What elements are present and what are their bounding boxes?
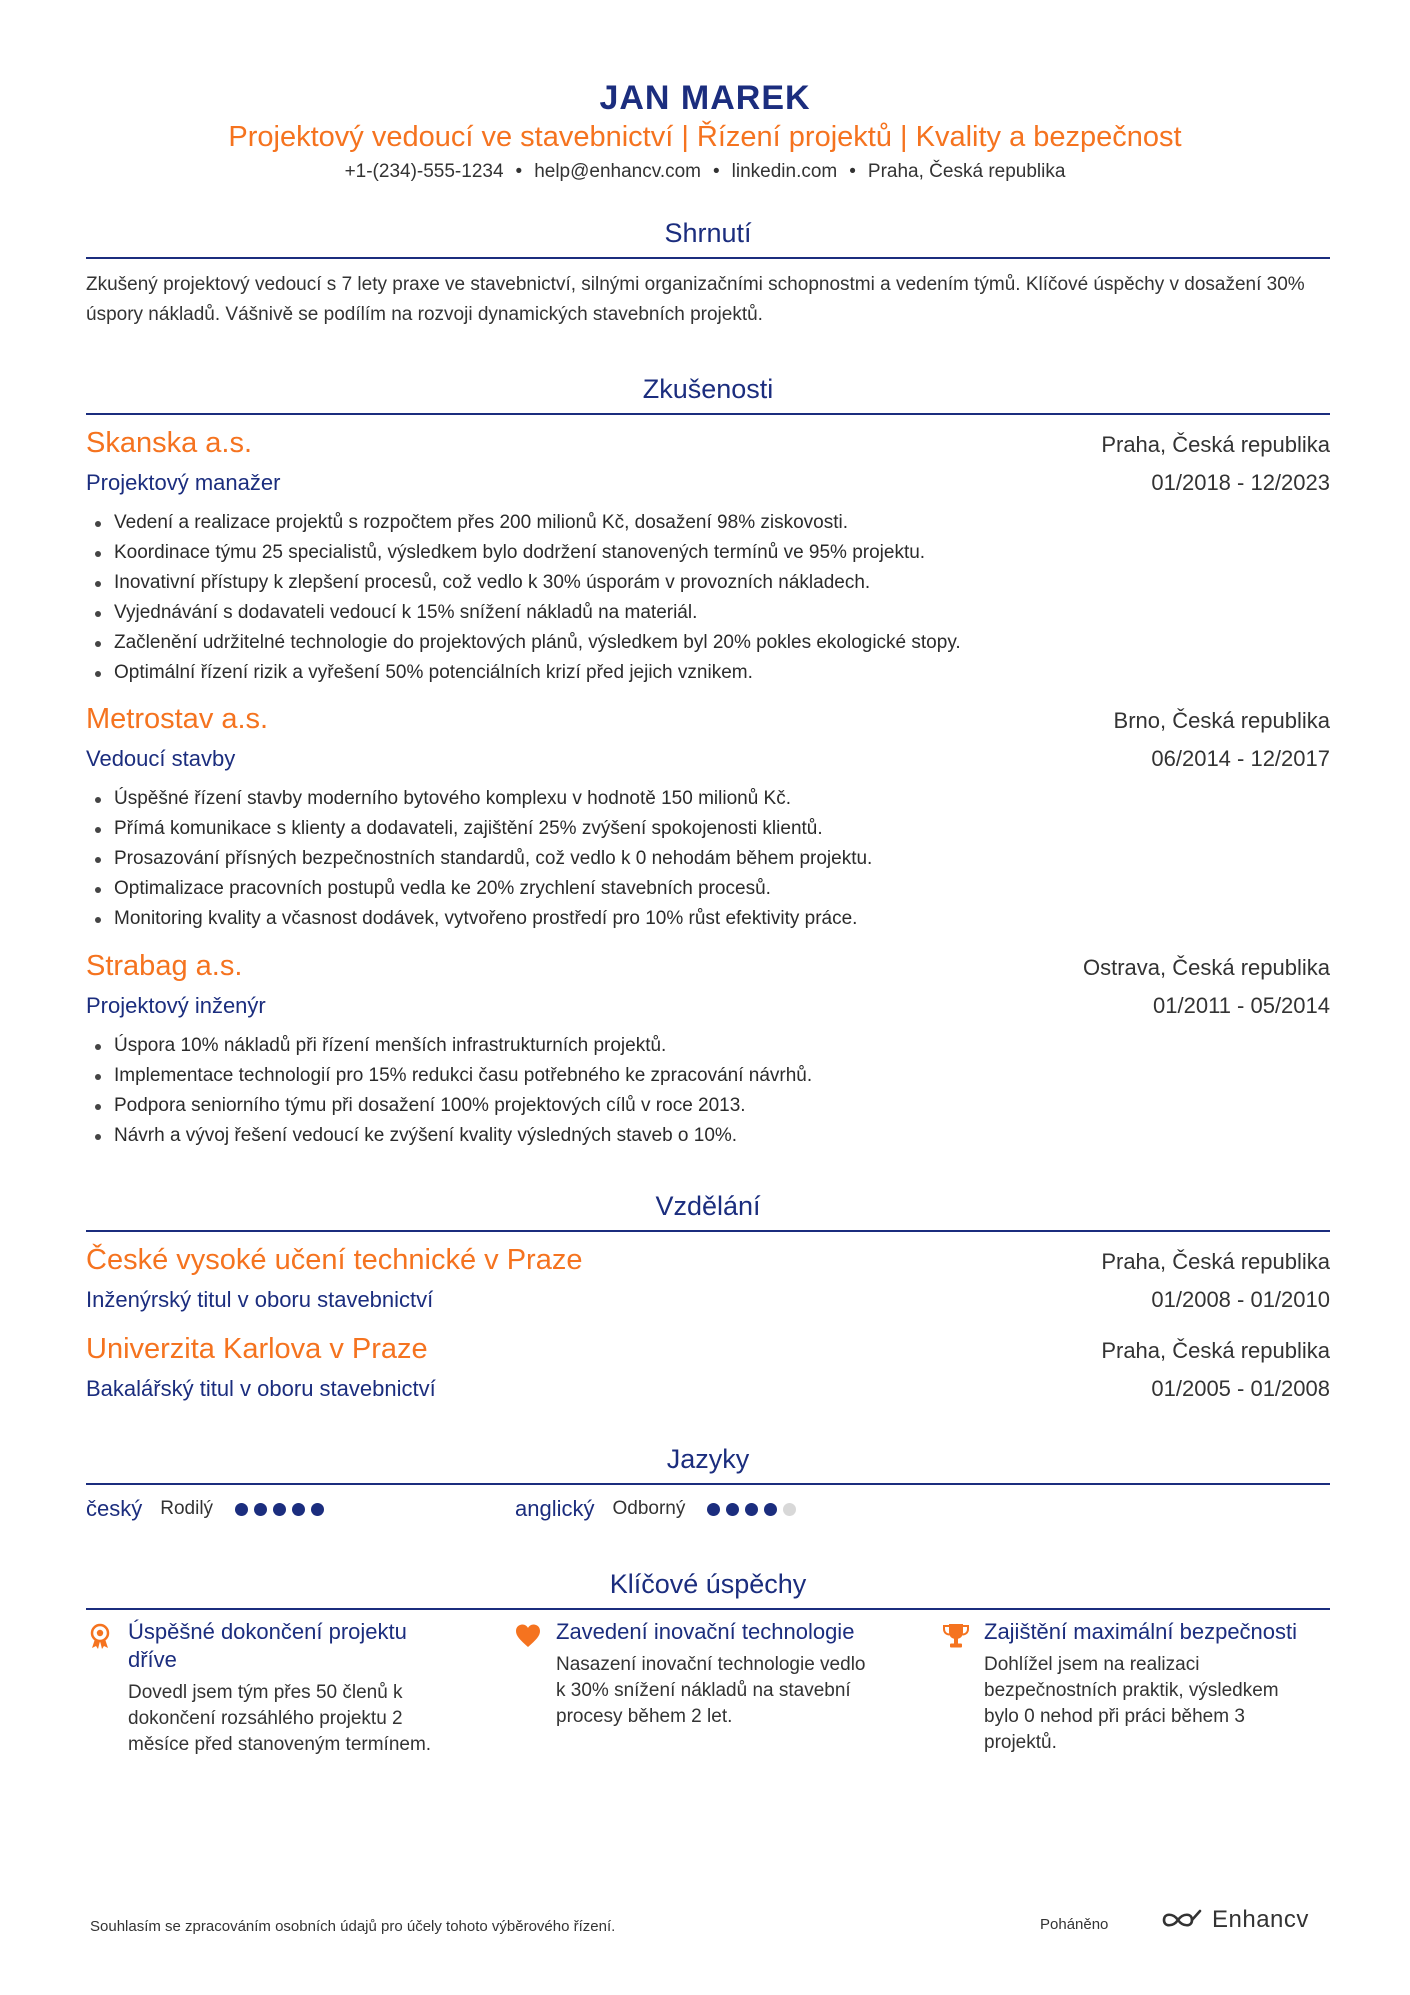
trophy-icon	[942, 1622, 970, 1650]
candidate-headline: Projektový vedoucí ve stavebnictví | Řízení projektů | Kvality a bezpečnost	[228, 121, 1182, 153]
degree-name: Bakalářský titul v oboru stavebnictví	[86, 1376, 436, 1401]
company-name: Strabag a.s.	[86, 950, 243, 982]
bullet-item: Monitoring kvality a včasnost dodávek, vytvořeno prostředí pro 10% růst efektivity práce.	[86, 904, 1330, 934]
contact-phone: +1-(234)-555-1234	[344, 161, 504, 182]
job-dates: 06/2014 - 12/2017	[1151, 746, 1330, 771]
education-dates: 01/2008 - 01/2010	[1151, 1287, 1330, 1312]
job-role: Projektový manažer	[86, 470, 281, 495]
contact-linkedin[interactable]: linkedin.com	[731, 161, 838, 182]
consent-note: Souhlasím se zpracováním osobních údajů pro účely tohoto výběrového řízení.	[90, 1918, 616, 1935]
job-bullets	[86, 784, 1330, 934]
language-entry	[86, 1496, 324, 1522]
achievement-card	[86, 1618, 446, 1758]
achievement-card	[514, 1618, 874, 1730]
rating-dot-filled	[235, 1503, 248, 1516]
section-divider	[86, 1483, 1330, 1485]
rating-dot-filled	[273, 1503, 286, 1516]
bullet-item: Podpora seniorního týmu při dosažení 100% projektových cílů v roce 2013.	[86, 1091, 1330, 1121]
company-name: Metrostav a.s.	[86, 703, 269, 735]
achievement-desc: Dovedl jsem tým přes 50 členů k dokončení rozsáhlého projektu 2 měsíce před stanoveným termínem.	[128, 1682, 432, 1755]
bullet-item: Koordinace týmu 25 specialistů, výsledkem bylo dodržení stanovených termínů ve 95% projektu.	[86, 538, 1330, 568]
section-divider	[86, 413, 1330, 415]
job-location: Praha, Česká republika	[1101, 432, 1330, 457]
section-divider	[86, 257, 1330, 259]
job-location: Ostrava, Česká republika	[1083, 955, 1330, 980]
enhancv-logo-icon	[1160, 1907, 1204, 1933]
job-dates: 01/2011 - 05/2014	[1153, 993, 1330, 1018]
section-divider	[86, 1230, 1330, 1232]
achievement-title: Zavedení inovační technologie	[556, 1619, 855, 1644]
job-dates: 01/2018 - 12/2023	[1151, 470, 1330, 495]
job-bullets	[86, 1031, 1330, 1151]
language-rating	[235, 1503, 324, 1516]
section-title-achievements: Klíčové úspěchy	[609, 1569, 807, 1599]
bullet-item: Inovativní přístupy k zlepšení procesů, což vedlo k 30% úsporám v provozních nákladech.	[86, 568, 1330, 598]
language-rating	[707, 1503, 796, 1516]
achievement-card	[942, 1618, 1302, 1756]
bullet-item: Začlenění udržitelné technologie do projektových plánů, výsledkem byl 20% pokles ekologické stopy.	[86, 628, 1330, 658]
heart-icon	[514, 1622, 542, 1650]
brand-logo[interactable]	[1160, 1906, 1309, 1934]
rating-dot-filled	[745, 1503, 758, 1516]
rating-dot-filled	[254, 1503, 267, 1516]
school-name: Univerzita Karlova v Praze	[86, 1333, 428, 1365]
language-level: Odborný	[612, 1498, 686, 1519]
separator-dot: •	[849, 161, 856, 182]
experience-entry	[86, 424, 1330, 688]
education-entry	[86, 1241, 1330, 1319]
achievement-title: Zajištění maximální bezpečnosti	[984, 1619, 1298, 1644]
education-dates: 01/2005 - 01/2008	[1151, 1376, 1330, 1401]
bullet-item: Úspěšné řízení stavby moderního bytového komplexu v hodnotě 150 milionů Kč.	[86, 784, 1330, 814]
achievement-title: Úspěšné dokončení projektu dříve	[128, 1619, 407, 1672]
job-role: Vedoucí stavby	[86, 746, 236, 771]
resume-header	[0, 78, 1410, 186]
section-title-summary: Shrnutí	[664, 218, 752, 248]
degree-name: Inženýrský titul v oboru stavebnictví	[86, 1287, 434, 1312]
contact-email[interactable]: help@enhancv.com	[534, 161, 701, 182]
separator-dot: •	[713, 161, 720, 182]
language-level: Rodilý	[160, 1498, 214, 1519]
section-title-languages: Jazyky	[666, 1444, 750, 1474]
education-entry	[86, 1330, 1330, 1408]
experience-entry	[86, 947, 1330, 1151]
job-location: Brno, Česká republika	[1113, 708, 1330, 733]
bullet-item: Optimální řízení rizik a vyřešení 50% potenciálních krizí před jejich vznikem.	[86, 658, 1330, 688]
rating-dot-empty	[783, 1503, 796, 1516]
school-location: Praha, Česká republika	[1101, 1338, 1330, 1363]
brand-name: Enhancv	[1212, 1906, 1309, 1933]
bullet-item: Návrh a vývoj řešení vedoucí ke zvýšení kvality výsledných staveb o 10%.	[86, 1121, 1330, 1151]
section-title-experience: Zkušenosti	[642, 374, 774, 404]
job-bullets	[86, 508, 1330, 688]
job-role: Projektový inženýr	[86, 993, 266, 1018]
school-name: České vysoké učení technické v Praze	[86, 1244, 583, 1276]
achievement-desc: Dohlížel jsem na realizaci bezpečnostních praktik, výsledkem bylo 0 nehod při práci během 3 projektů.	[984, 1654, 1279, 1753]
rating-dot-filled	[726, 1503, 739, 1516]
bullet-item: Vedení a realizace projektů s rozpočtem přes 200 milionů Kč, dosažení 98% ziskovosti.	[86, 508, 1330, 538]
rating-dot-filled	[764, 1503, 777, 1516]
candidate-name: JAN MAREK	[599, 79, 811, 117]
separator-dot: •	[515, 161, 523, 182]
award-icon	[86, 1622, 114, 1650]
contact-location: Praha, Česká republika	[867, 161, 1066, 182]
bullet-item: Úspora 10% nákladů při řízení menších infrastrukturních projektů.	[86, 1031, 1330, 1061]
language-name: český	[86, 1496, 143, 1521]
bullet-item: Přímá komunikace s klienty a dodavateli, zajištění 25% zvýšení spokojenosti klientů.	[86, 814, 1330, 844]
bullet-item: Prosazování přísných bezpečnostních standardů, což vedlo k 0 nehodám během projektu.	[86, 844, 1330, 874]
bullet-item: Optimalizace pracovních postupů vedla ke 20% zrychlení stavebních procesů.	[86, 874, 1330, 904]
company-name: Skanska a.s.	[86, 427, 253, 459]
contact-info	[0, 158, 1410, 186]
section-divider	[86, 1608, 1330, 1610]
rating-dot-filled	[292, 1503, 305, 1516]
language-name: anglický	[515, 1496, 595, 1521]
bullet-item: Vyjednávání s dodavateli vedoucí k 15% snížení nákladů na materiál.	[86, 598, 1330, 628]
section-title-education: Vzdělání	[655, 1191, 761, 1221]
school-location: Praha, Česká republika	[1101, 1249, 1330, 1274]
powered-by-label: Poháněno	[1040, 1916, 1109, 1933]
experience-entry	[86, 700, 1330, 934]
language-entry	[515, 1496, 796, 1522]
summary-text: Zkušený projektový vedoucí s 7 lety praxe ve stavebnictví, silnými organizačními schopnostmi a vedením týmů. Klíčové úspěchy v dosažení 30% úspory nákladů. Vášnivě se podílím na rozvoji dynamických stavebních projektů.	[86, 274, 1305, 325]
rating-dot-filled	[707, 1503, 720, 1516]
rating-dot-filled	[311, 1503, 324, 1516]
bullet-item: Implementace technologií pro 15% redukci času potřebného ke zpracování návrhů.	[86, 1061, 1330, 1091]
achievement-desc: Nasazení inovační technologie vedlo k 30% snížení nákladů na stavební procesy během 2 let.	[556, 1654, 866, 1727]
